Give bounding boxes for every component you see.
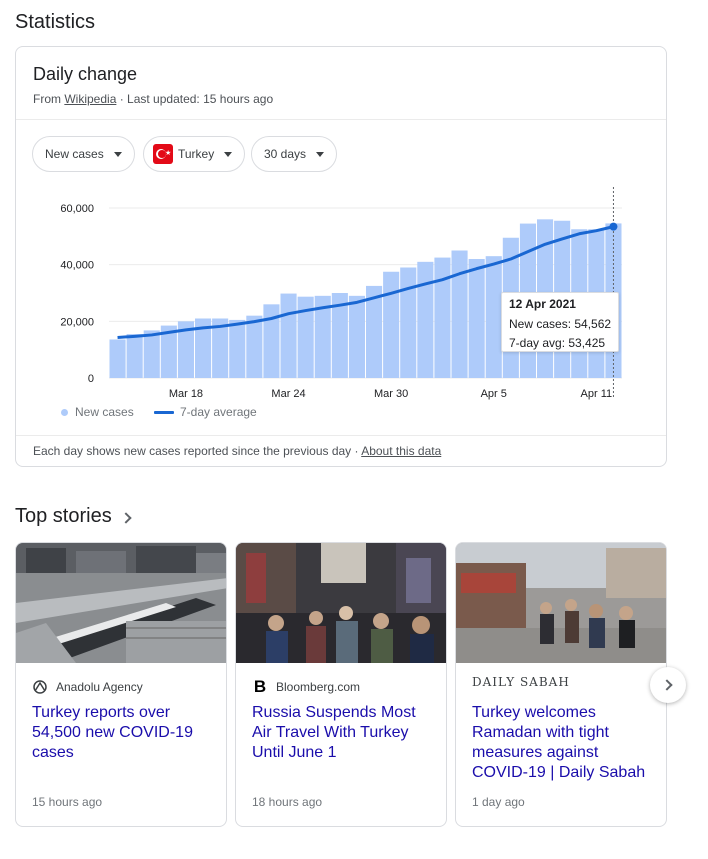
footnote-text: Each day shows new cases reported since the previous day [33,444,352,458]
footnote-separator: · [351,444,362,458]
chevron-right-icon [661,679,672,690]
legend-line-swatch [154,411,174,414]
bar [469,259,485,378]
wikipedia-link[interactable]: Wikipedia [64,92,117,106]
bloomberg-logo-icon: B [253,677,267,696]
story-time: 1 day ago [472,795,525,809]
legend-bar-swatch [61,409,68,416]
card-title: Daily change [33,64,138,84]
daily-sabah-logo: DAILY SABAH [472,675,570,689]
card-footnote [33,444,441,458]
story-source-label: Bloomberg.com [276,680,361,694]
x-tick-label: Mar 18 [168,388,204,400]
story-card[interactable] [235,542,447,827]
story-headline[interactable]: Russia Suspends Most Air Travel With Turkey Until June 1 [252,704,416,761]
y-tick-label: 20,000 [60,316,94,329]
story-source [252,679,360,695]
story-headline[interactable]: Turkey welcomes Ramadan with tight measures against COVID-19 | Daily Sabah [472,704,646,781]
range-dropdown-label: 30 days [264,147,307,161]
source-prefix: From [33,92,65,106]
story-source-label: Anadolu Agency [56,680,143,694]
bar [229,320,245,378]
tooltip-new-cases: New cases: 54,562 [509,317,612,331]
bar [281,294,297,378]
chart-tooltip [501,292,619,352]
story-headline[interactable]: Turkey reports over 54,500 new COVID-19 cases [32,704,193,761]
bar [417,262,433,378]
top-stories-header[interactable] [15,505,130,528]
story-image-ramadan-market [456,543,666,663]
card-footer-divider [16,435,666,436]
legend-new-cases [61,405,134,419]
story-card[interactable] [15,542,227,827]
x-tick-label: Apr 11 [580,388,613,400]
story-time: 15 hours ago [32,795,103,809]
bar [452,251,468,379]
tooltip-avg: 7-day avg: 53,425 [509,336,606,350]
bar [486,256,502,378]
turkey-flag-icon: ★ [153,144,173,164]
anadolu-logo-icon [32,679,48,695]
avg-highlight-point [609,223,617,231]
x-tick-label: Apr 5 [480,388,507,400]
bar [434,258,450,378]
story-time: 18 hours ago [252,795,323,809]
x-tick-label: Mar 24 [271,388,306,400]
last-updated: · Last updated: 15 hours ago [116,92,274,106]
chevron-right-icon [120,512,131,523]
next-stories-button[interactable] [650,667,686,703]
bar [400,268,416,379]
daily-change-chart[interactable] [16,47,666,407]
about-data-link[interactable]: About this data [361,444,442,458]
legend-7day-average [154,405,257,419]
bar [127,334,143,378]
bar [383,272,399,378]
metric-dropdown-label: New cases [45,147,104,161]
country-dropdown-label: Turkey [178,147,215,161]
statistics-title: Statistics [15,11,96,33]
bar [144,330,160,378]
x-tick-label: Mar 30 [374,388,409,400]
y-tick-label: 60,000 [60,203,94,215]
story-image-market-crowd [236,543,446,663]
statistics-card [15,46,667,467]
story-source [32,679,143,695]
bar [246,316,262,378]
y-tick-label: 40,000 [60,259,94,272]
legend-new-cases-label: New cases [75,405,134,419]
story-card[interactable] [455,542,667,827]
tooltip-date: 12 Apr 2021 [509,297,576,311]
y-tick-label: 0 [87,373,94,385]
bar [349,296,365,378]
legend-average-label: 7-day average [180,405,257,419]
story-image-bus-station [16,543,226,663]
bar [110,339,126,378]
top-stories-title: Top stories [15,505,112,527]
